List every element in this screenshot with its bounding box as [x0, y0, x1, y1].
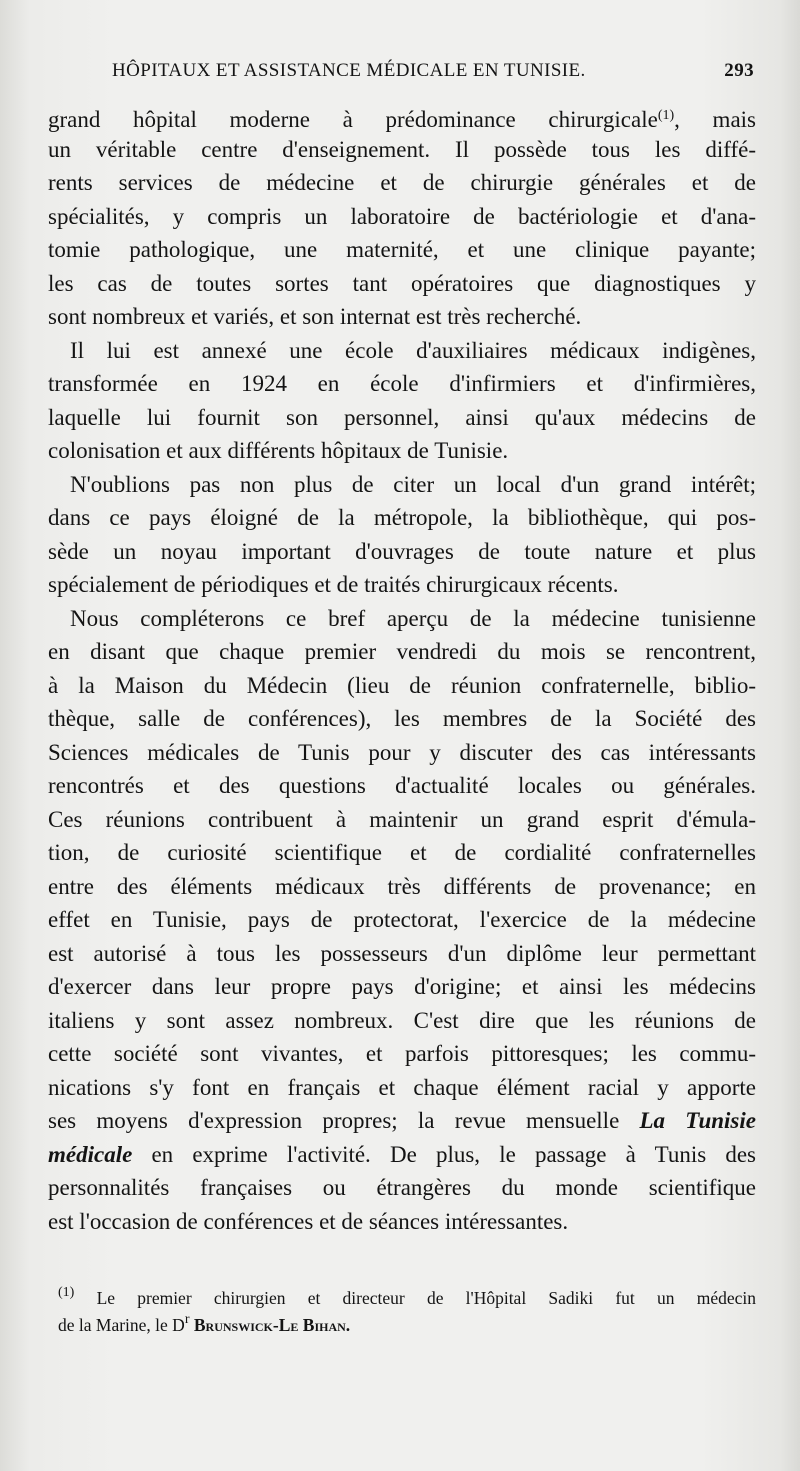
text-line: grand hôpital moderne à prédominance chirurgicale$^{(1)}$, mais — [48, 107, 756, 132]
text-line: un véritable centre d'enseignement. Il possède tous les diffé- — [48, 136, 756, 162]
text-line: colonisation et aux différents hôpitaux de Tunisie. — [48, 438, 509, 463]
footnote-reference: (1) — [657, 108, 675, 123]
page-number: 293 — [724, 60, 754, 81]
footnote — [58, 1279, 756, 1333]
text-line: est autorisé à tous les possesseurs d'un diplôme leur permettant — [48, 940, 756, 966]
text-line: dans ce pays éloigné de la métropole, la bibliothèque, qui pos- — [48, 505, 756, 530]
text-line: rents services de médecine et de chirurgie générales et de — [48, 170, 756, 195]
text-line: entre des éléments médicaux très différents de provenance; en — [48, 873, 756, 899]
text-line: les cas de toutes sortes tant opératoires que diagnostiques y — [48, 270, 756, 296]
paragraph-start: Il lui est annexé une école d'auxiliaires médicaux indigènes, — [70, 337, 756, 363]
footnote-line: de la Marine, le $D^r$ Brunswick-Le Bihan. — [58, 1312, 351, 1335]
text-line: tion, de curiosité scientifique et de cordialité confraternelles — [48, 840, 756, 865]
main-text — [48, 99, 756, 1238]
text-line: ses moyens d'expression propres; la revue mensuelle La Tunisie — [48, 1108, 756, 1133]
text-line: Ces réunions contribuent à maintenir un grand esprit d'émula- — [48, 806, 756, 832]
text-line: sont nombreux et variés, et son internat est très recherché. — [48, 304, 582, 329]
footnote-marker: (1) — [58, 1285, 75, 1300]
text-line: sède un noyau important d'ouvrages de toute nature et plus — [48, 538, 756, 564]
text-line: personnalités françaises ou étrangères du monde scientifique — [48, 1175, 756, 1200]
text-line: tomie pathologique, une maternité, et une clinique payante; — [48, 237, 756, 262]
text-line: en disant que chaque premier vendredi du mois se rencontrent, — [48, 639, 756, 664]
text-line: cette société sont vivantes, et parfois pittoresques; les commu- — [48, 1041, 756, 1066]
text-line: italiens y sont assez nombreux. C'est dire que les réunions de — [48, 1007, 756, 1033]
paragraph-start: Nous compléterons ce bref aperçu de la médecine tunisienne — [70, 605, 756, 631]
text-line: rencontrés et des questions d'actualité locales ou générales. — [48, 773, 756, 798]
text-line: transformée en 1924 en école d'infirmiers et d'infirmières, — [48, 371, 756, 396]
text-line: Sciences médicales de Tunis pour y discuter des cas intéressants — [48, 739, 756, 765]
text-line: effet en Tunisie, pays de protectorat, l'exercice de la médecine — [48, 907, 756, 932]
text-line: spécialités, y compris un laboratoire de bactériologie et d'ana- — [48, 203, 756, 229]
journal-title-continued: médicale — [48, 1141, 133, 1167]
page-header — [112, 60, 754, 90]
footnote-line: $^{(1)}$ Le premier chirurgien et directeur de l'Hôpital Sadiki fut un médecin — [58, 1285, 757, 1308]
text-line: spécialement de périodiques et de traités chirurgicaux récents. — [48, 572, 619, 597]
text-line: est l'occasion de conférences et de séances intéressantes. — [48, 1208, 569, 1234]
text-line: laquelle lui fournit son personnel, ainsi qu'aux médecins de — [48, 404, 756, 430]
text-line: à la Maison du Médecin (lieu de réunion confraternelle, biblio- — [48, 672, 756, 698]
running-title: HÔPITAUX ET ASSISTANCE MÉDICALE EN TUNISIE. — [112, 60, 586, 81]
text-line: médicale en exprime l'activité. De plus, le passage à Tunis des — [48, 1141, 756, 1167]
text-line: thèque, salle de conférences), les membres de la Société des — [48, 706, 756, 731]
text-line: nications s'y font en français et chaque élément racial y apporte — [48, 1074, 756, 1100]
text-line: d'exercer dans leur propre pays d'origine; et ainsi les médecins — [48, 974, 756, 999]
author-name: Brunswick-Le Bihan. — [193, 1315, 351, 1335]
journal-title: La Tunisie — [639, 1108, 756, 1133]
paragraph-start: N'oublions pas non plus de citer un local d'un grand intérêt; — [70, 471, 756, 497]
